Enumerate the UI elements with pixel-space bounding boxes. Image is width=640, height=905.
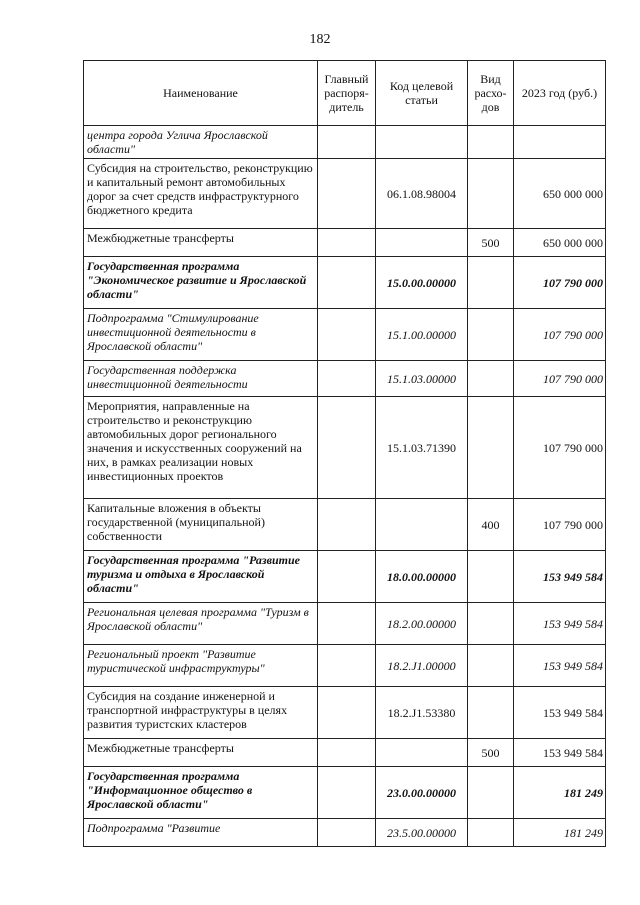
row-name: Региональная целевая программа "Туризм в Ярославской области" — [84, 603, 318, 645]
table-header-row — [84, 61, 606, 126]
row-amount: 153 949 584 — [514, 739, 606, 767]
row-code — [376, 499, 468, 551]
row-vid — [468, 159, 514, 229]
row-name: Региональный проект "Развитие туристической инфраструктуры" — [84, 645, 318, 687]
row-glavny — [318, 159, 376, 229]
row-code: 23.0.00.00000 — [376, 767, 468, 819]
row-amount: 107 790 000 — [514, 361, 606, 397]
row-vid — [468, 645, 514, 687]
row-amount: 153 949 584 — [514, 687, 606, 739]
row-name: Субсидия на создание инженерной и транспортной инфраструктуры в целях развития туристских кластеров — [84, 687, 318, 739]
row-vid: 500 — [468, 739, 514, 767]
row-name: Государственная поддержка инвестиционной деятельности — [84, 361, 318, 397]
table-row — [84, 159, 606, 229]
row-amount: 153 949 584 — [514, 645, 606, 687]
row-amount: 650 000 000 — [514, 229, 606, 257]
row-vid — [468, 767, 514, 819]
row-name: Подпрограмма "Стимулирование инвестиционной деятельности в Ярославской области" — [84, 309, 318, 361]
row-glavny — [318, 687, 376, 739]
row-code: 15.1.03.00000 — [376, 361, 468, 397]
row-code: 18.0.00.00000 — [376, 551, 468, 603]
table-row — [84, 645, 606, 687]
table-row — [84, 126, 606, 159]
row-glavny — [318, 126, 376, 159]
table-row — [84, 361, 606, 397]
row-vid — [468, 397, 514, 499]
header-code: Код целевой статьи — [376, 61, 468, 126]
table-row — [84, 687, 606, 739]
row-code — [376, 229, 468, 257]
table-row — [84, 819, 606, 847]
row-code: 18.2.J1.00000 — [376, 645, 468, 687]
row-name: Государственная программа "Информационное общество в Ярославской области" — [84, 767, 318, 819]
row-glavny — [318, 645, 376, 687]
row-name: Мероприятия, направленные на строительство и реконструкцию автомобильных дорог регионального значения и искусственных сооружений на них, в рамках реализации новых инвестиционных проектов — [84, 397, 318, 499]
header-glavny: Главный распоря-дитель — [318, 61, 376, 126]
table-row — [84, 309, 606, 361]
row-name: Межбюджетные трансферты — [84, 229, 318, 257]
row-amount: 181 249 — [514, 819, 606, 847]
row-glavny — [318, 551, 376, 603]
row-amount: 107 790 000 — [514, 499, 606, 551]
row-code: 15.0.00.00000 — [376, 257, 468, 309]
table-row — [84, 767, 606, 819]
row-name: Государственная программа "Экономическое развитие и Ярославской области" — [84, 257, 318, 309]
table-row — [84, 397, 606, 499]
row-glavny — [318, 361, 376, 397]
row-code: 18.2.J1.53380 — [376, 687, 468, 739]
budget-table — [83, 60, 606, 847]
page-number: 182 — [309, 32, 331, 47]
table-body — [84, 126, 606, 847]
row-code: 23.5.00.00000 — [376, 819, 468, 847]
row-glavny — [318, 257, 376, 309]
row-vid — [468, 819, 514, 847]
row-code: 15.1.03.71390 — [376, 397, 468, 499]
row-glavny — [318, 767, 376, 819]
row-name: Межбюджетные трансферты — [84, 739, 318, 767]
table-row — [84, 739, 606, 767]
row-code — [376, 126, 468, 159]
row-code: 06.1.08.98004 — [376, 159, 468, 229]
table-row — [84, 229, 606, 257]
row-vid — [468, 551, 514, 603]
row-glavny — [318, 309, 376, 361]
row-code — [376, 739, 468, 767]
row-vid — [468, 126, 514, 159]
row-glavny — [318, 229, 376, 257]
row-glavny — [318, 499, 376, 551]
row-amount: 181 249 — [514, 767, 606, 819]
header-amount: 2023 год (руб.) — [514, 61, 606, 126]
row-glavny — [318, 739, 376, 767]
header-name: Наименование — [84, 61, 318, 126]
row-amount: 107 790 000 — [514, 309, 606, 361]
row-vid — [468, 257, 514, 309]
table-row — [84, 499, 606, 551]
row-glavny — [318, 819, 376, 847]
row-name: Государственная программа "Развитие туризма и отдыха в Ярославской области" — [84, 551, 318, 603]
row-vid: 500 — [468, 229, 514, 257]
row-amount — [514, 126, 606, 159]
row-amount: 153 949 584 — [514, 551, 606, 603]
row-amount: 107 790 000 — [514, 257, 606, 309]
row-vid — [468, 687, 514, 739]
header-vid: Вид расхо-дов — [468, 61, 514, 126]
row-glavny — [318, 397, 376, 499]
row-code: 18.2.00.00000 — [376, 603, 468, 645]
row-vid — [468, 309, 514, 361]
row-vid: 400 — [468, 499, 514, 551]
row-vid — [468, 361, 514, 397]
table-row — [84, 603, 606, 645]
row-amount: 650 000 000 — [514, 159, 606, 229]
row-amount: 153 949 584 — [514, 603, 606, 645]
row-name: Подпрограмма "Развитие — [84, 819, 318, 847]
row-name: Капитальные вложения в объекты государственной (муниципальной) собственности — [84, 499, 318, 551]
row-amount: 107 790 000 — [514, 397, 606, 499]
table-row — [84, 551, 606, 603]
row-name: Субсидия на строительство, реконструкцию и капитальный ремонт автомобильных дорог за счет средств инфраструктурного бюджетного кредита — [84, 159, 318, 229]
row-code: 15.1.00.00000 — [376, 309, 468, 361]
table-row — [84, 257, 606, 309]
row-name: центра города Углича Ярославской области" — [84, 126, 318, 159]
row-vid — [468, 603, 514, 645]
row-glavny — [318, 603, 376, 645]
